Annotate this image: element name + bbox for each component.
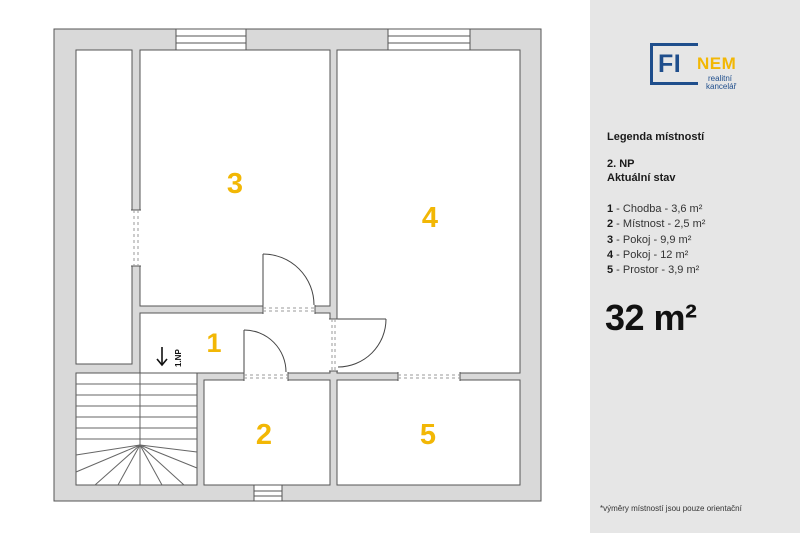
room-legend-text: - Pokoj - 12 m² [613, 248, 689, 261]
door-room-5 [398, 372, 460, 381]
window-top-right [388, 29, 470, 50]
legend-panel [590, 0, 800, 533]
footnote: *výměry místností jsou pouze orientační [600, 504, 742, 513]
room-number-1: 1 [206, 328, 222, 358]
room-legend-number: 4 [607, 248, 614, 261]
room-legend-item [607, 248, 705, 263]
legend-title: Legenda místností [607, 131, 705, 143]
room-legend-number: 1 [607, 203, 614, 215]
window-top-left [176, 29, 246, 50]
room-1 [140, 313, 330, 373]
room-number-4: 4 [421, 202, 439, 234]
room-number-3: 3 [226, 168, 244, 200]
window-bottom [254, 485, 282, 501]
room-legend-number: 2 [607, 218, 614, 231]
floor-label: 2. NP [607, 158, 635, 170]
room-legend-text: - Místnost - 2,5 m² [613, 218, 706, 231]
room-number-2: 2 [255, 419, 273, 451]
room-legend-list [607, 202, 705, 278]
room-legend-text: - Pokoj - 9,9 m² [613, 233, 692, 246]
logo-accent-text: NEM [697, 54, 737, 73]
room-legend-item [607, 233, 705, 248]
left-strip [76, 50, 132, 364]
total-area: 32 m² [605, 297, 697, 338]
room-legend-item [607, 217, 705, 232]
room-legend-item [607, 202, 705, 217]
logo-main-text: FI [658, 50, 682, 78]
room-legend-text: - Chodba - 3,6 m² [613, 203, 703, 215]
logo-subtitle-2: kancelář [706, 82, 737, 91]
company-logo [650, 43, 750, 91]
room-number-5: 5 [419, 419, 437, 451]
room-legend-text: - Prostor - 3,9 m² [613, 264, 700, 277]
room-legend-item [607, 263, 705, 278]
logo-subtitle-1: realitní [708, 74, 733, 83]
door-opening-strip [131, 210, 141, 266]
state-label: Aktuální stav [607, 172, 676, 184]
room-legend-number: 3 [607, 233, 614, 246]
room-legend-number: 5 [607, 264, 614, 277]
stair-label: 1.NP [174, 349, 183, 367]
staircase [76, 373, 197, 485]
